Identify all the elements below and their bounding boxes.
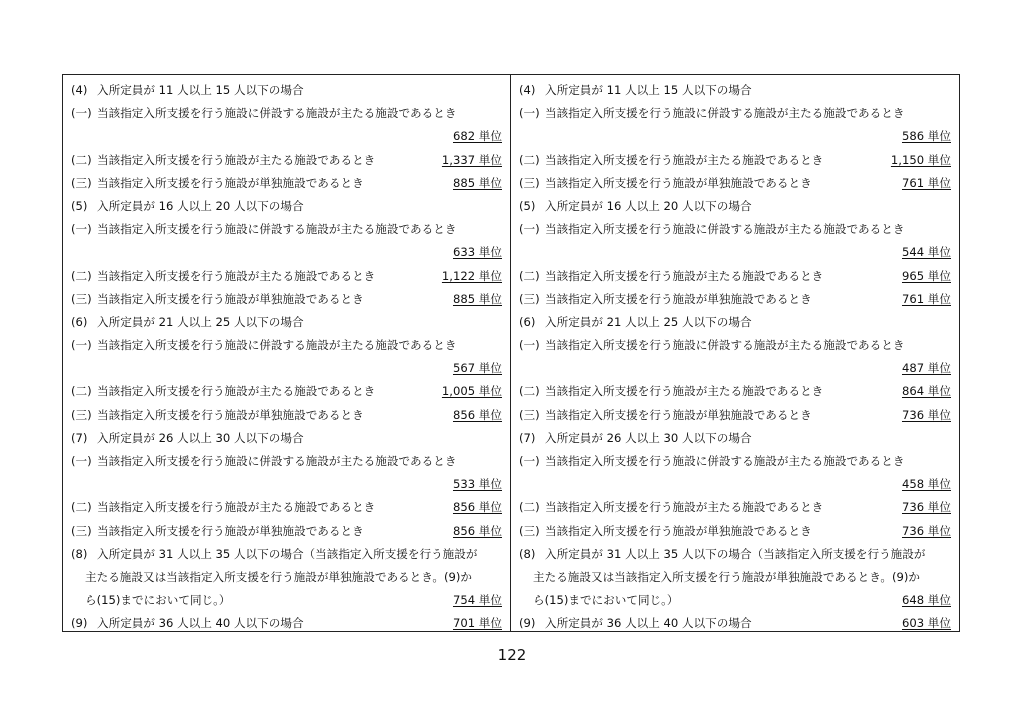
item-text: 当該指定入所支援を行う施設が単独施設であるとき — [97, 523, 364, 538]
item-text: 当該指定入所支援を行う施設に併設する施設が主たる施設であるとき — [545, 222, 905, 237]
item-marker: (二) — [71, 152, 92, 167]
unit-value: 965 単位 — [901, 268, 951, 283]
table-row — [519, 265, 951, 288]
item-marker: (三) — [71, 523, 92, 538]
item-marker: (二) — [519, 152, 540, 167]
item-marker: (三) — [71, 175, 92, 190]
table-row — [71, 79, 502, 102]
table-row — [519, 496, 951, 519]
page-number: 122 — [497, 646, 527, 664]
item-text: 当該指定入所支援を行う施設に併設する施設が主たる施設であるとき — [97, 222, 457, 237]
table-row — [519, 334, 951, 357]
table-row — [71, 520, 502, 543]
table-row — [519, 589, 951, 612]
item-text: 入所定員が 11 人以上 15 人以下の場合 — [545, 83, 752, 97]
item-marker: (二) — [519, 500, 540, 515]
unit-value: 885 単位 — [452, 291, 502, 306]
unit-value: 1,005 単位 — [441, 384, 502, 399]
table-row — [519, 566, 951, 589]
item-text: 当該指定入所支援を行う施設に併設する施設が主たる施設であるとき — [97, 454, 457, 468]
unit-value: 533 単位 — [452, 477, 502, 492]
item-text: 入所定員が 21 人以上 25 人以下の場合 — [545, 314, 752, 329]
item-marker: (一) — [519, 454, 540, 468]
item-text: 当該指定入所支援を行う施設が主たる施設であるとき — [97, 268, 376, 283]
unit-value: 633 単位 — [452, 245, 502, 260]
item-text: 主たる施設又は当該指定入所支援を行う施設が単独施設であるとき。(9)か — [533, 569, 920, 584]
table-row — [519, 172, 951, 195]
item-marker: (三) — [71, 407, 92, 422]
unit-value: 544 単位 — [901, 245, 951, 260]
table-row — [519, 543, 951, 566]
table-row — [71, 566, 502, 589]
item-marker: (二) — [71, 384, 92, 399]
item-marker: (三) — [519, 291, 540, 306]
unit-value: 586 単位 — [901, 129, 951, 144]
item-text: 当該指定入所支援を行う施設に併設する施設が主たる施設であるとき — [97, 338, 457, 353]
unit-value: 736 単位 — [901, 407, 951, 422]
item-marker: (二) — [71, 268, 92, 283]
item-marker: (6) — [71, 314, 88, 329]
item-marker: (一) — [519, 222, 540, 237]
table-row — [519, 404, 951, 427]
item-text: 入所定員が 21 人以上 25 人以下の場合 — [97, 314, 304, 329]
table-row — [71, 195, 502, 218]
item-text: ら(15)までにおいて同じ。） — [533, 593, 679, 608]
table-row — [519, 79, 951, 102]
table-row — [71, 612, 502, 635]
table-row — [71, 172, 502, 195]
item-marker: (8) — [71, 546, 88, 561]
item-text: 当該指定入所支援を行う施設が単独施設であるとき — [545, 175, 812, 190]
item-marker: (三) — [71, 291, 92, 306]
item-marker: (三) — [519, 523, 540, 538]
item-text: 入所定員が 16 人以上 20 人以下の場合 — [545, 198, 752, 213]
item-text: 当該指定入所支援を行う施設が単独施設であるとき — [97, 175, 364, 190]
unit-value: 1,150 単位 — [890, 152, 951, 167]
table-row — [71, 427, 502, 450]
table-row — [71, 149, 502, 172]
item-text: 当該指定入所支援を行う施設が主たる施設であるとき — [545, 268, 824, 283]
right-column — [511, 75, 959, 631]
unit-value: 754 単位 — [452, 593, 502, 608]
item-text: 当該指定入所支援を行う施設が主たる施設であるとき — [97, 384, 376, 399]
item-marker: (5) — [71, 198, 88, 213]
table-row — [519, 380, 951, 403]
table-row — [71, 496, 502, 519]
item-marker: (三) — [519, 407, 540, 422]
table-row — [519, 450, 951, 473]
table-row — [71, 125, 502, 148]
item-text: 当該指定入所支援を行う施設に併設する施設が主たる施設であるとき — [97, 106, 457, 121]
item-text: 当該指定入所支援を行う施設が主たる施設であるとき — [545, 384, 824, 399]
table-row — [71, 543, 502, 566]
unit-value: 1,122 単位 — [441, 268, 502, 283]
table-row — [71, 265, 502, 288]
item-marker: (三) — [519, 175, 540, 190]
table-row — [71, 288, 502, 311]
item-text: 入所定員が 16 人以上 20 人以下の場合 — [97, 198, 304, 213]
item-marker: (一) — [519, 338, 540, 353]
table-row — [519, 520, 951, 543]
item-text: 当該指定入所支援を行う施設が主たる施設であるとき — [97, 500, 376, 515]
item-text: 当該指定入所支援を行う施設に併設する施設が主たる施設であるとき — [545, 454, 905, 468]
table-row — [519, 357, 951, 380]
table-row — [519, 195, 951, 218]
table-row — [519, 218, 951, 241]
item-text: 主たる施設又は当該指定入所支援を行う施設が単独施設であるとき。(9)か — [85, 569, 472, 584]
table-row — [519, 125, 951, 148]
table-row — [519, 311, 951, 334]
table-row — [519, 102, 951, 125]
item-marker: (一) — [71, 222, 92, 237]
table-row — [71, 241, 502, 264]
item-marker: (二) — [519, 268, 540, 283]
item-marker: (8) — [519, 546, 536, 561]
unit-value: 856 単位 — [452, 523, 502, 538]
item-marker: (二) — [71, 500, 92, 515]
unit-value: 856 単位 — [452, 500, 502, 515]
table-row — [71, 404, 502, 427]
unit-value: 603 単位 — [901, 616, 951, 631]
unit-value: 458 単位 — [901, 477, 951, 492]
item-text: 当該指定入所支援を行う施設が主たる施設であるとき — [97, 152, 376, 167]
table-row — [71, 380, 502, 403]
item-text: 当該指定入所支援を行う施設が単独施設であるとき — [97, 407, 364, 422]
unit-value: 761 単位 — [901, 175, 951, 190]
table-row — [519, 612, 951, 635]
item-marker: (4) — [519, 83, 536, 97]
item-marker: (7) — [71, 430, 88, 445]
unit-value: 567 単位 — [452, 361, 502, 376]
item-text: 当該指定入所支援を行う施設が主たる施設であるとき — [545, 500, 824, 515]
unit-value: 761 単位 — [901, 291, 951, 306]
comparison-table — [62, 74, 960, 632]
item-marker: (4) — [71, 83, 88, 97]
item-text: 入所定員が 31 人以上 35 人以下の場合（当該指定入所支援を行う施設が — [545, 546, 926, 561]
table-row — [519, 241, 951, 264]
item-text: 当該指定入所支援を行う施設が単独施設であるとき — [97, 291, 364, 306]
item-marker: (一) — [71, 106, 92, 121]
item-marker: (7) — [519, 430, 536, 445]
table-row — [71, 334, 502, 357]
table-row — [71, 473, 502, 496]
item-marker: (9) — [519, 616, 536, 631]
unit-value: 487 単位 — [901, 361, 951, 376]
item-text: ら(15)までにおいて同じ。） — [85, 593, 231, 608]
unit-value: 736 単位 — [901, 500, 951, 515]
item-text: 当該指定入所支援を行う施設が単独施設であるとき — [545, 407, 812, 422]
item-text: 当該指定入所支援を行う施設に併設する施設が主たる施設であるとき — [545, 106, 905, 121]
item-text: 入所定員が 26 人以上 30 人以下の場合 — [545, 430, 752, 445]
unit-value: 736 単位 — [901, 523, 951, 538]
item-text: 入所定員が 36 人以上 40 人以下の場合 — [545, 616, 752, 631]
unit-value: 1,337 単位 — [441, 152, 502, 167]
table-row — [71, 450, 502, 473]
item-text: 入所定員が 36 人以上 40 人以下の場合 — [97, 616, 304, 631]
item-text: 当該指定入所支援を行う施設が単独施設であるとき — [545, 291, 812, 306]
unit-value: 864 単位 — [901, 384, 951, 399]
table-row — [519, 473, 951, 496]
table-row — [519, 288, 951, 311]
table-row — [71, 357, 502, 380]
unit-value: 885 単位 — [452, 175, 502, 190]
table-row — [71, 102, 502, 125]
item-marker: (一) — [71, 454, 92, 468]
item-marker: (一) — [71, 338, 92, 353]
table-row — [519, 149, 951, 172]
unit-value: 682 単位 — [452, 129, 502, 144]
table-row — [71, 589, 502, 612]
item-marker: (9) — [71, 616, 88, 631]
item-text: 入所定員が 31 人以上 35 人以下の場合（当該指定入所支援を行う施設が — [97, 546, 478, 561]
item-text: 当該指定入所支援を行う施設が主たる施設であるとき — [545, 152, 824, 167]
item-text: 入所定員が 26 人以上 30 人以下の場合 — [97, 430, 304, 445]
table-row — [71, 218, 502, 241]
item-marker: (二) — [519, 384, 540, 399]
unit-value: 701 単位 — [452, 616, 502, 631]
table-row — [519, 427, 951, 450]
unit-value: 856 単位 — [452, 407, 502, 422]
item-text: 当該指定入所支援を行う施設に併設する施設が主たる施設であるとき — [545, 338, 905, 353]
unit-value: 648 単位 — [901, 593, 951, 608]
item-marker: (一) — [519, 106, 540, 121]
item-marker: (6) — [519, 314, 536, 329]
item-marker: (5) — [519, 198, 536, 213]
left-column — [63, 75, 511, 631]
table-row — [71, 311, 502, 334]
item-text: 入所定員が 11 人以上 15 人以下の場合 — [97, 83, 304, 97]
item-text: 当該指定入所支援を行う施設が単独施設であるとき — [545, 523, 812, 538]
